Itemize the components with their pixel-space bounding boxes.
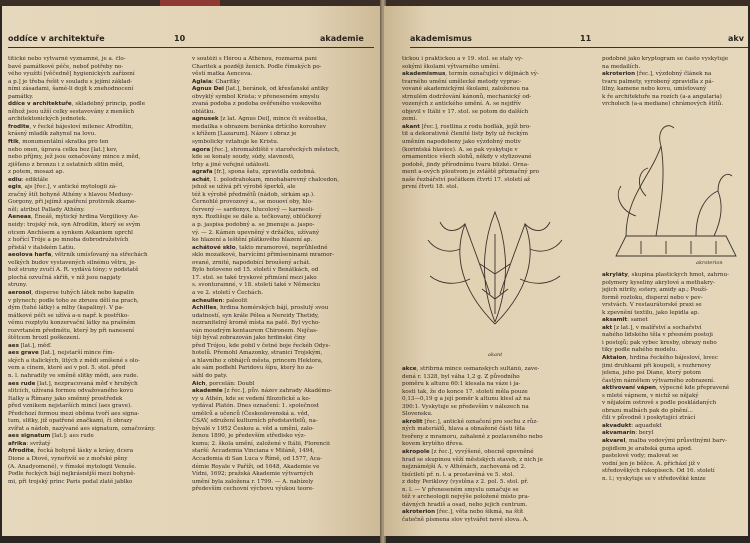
left-header-term-right: akademie (320, 34, 364, 43)
text-line: krásný mladík zahynul na lovu. (8, 131, 97, 138)
text-line: akryláty, skupina plastických hmot, zahrnu- (602, 272, 729, 278)
text-line: dávných hradiš a osad, nebo jejich centrum. (402, 501, 528, 508)
text-line: Accademia di San Luca v Římě, od 1577, Aca- (192, 455, 323, 462)
text-line: nebo onen, úprava celku bez [lat.] kev, (8, 146, 118, 153)
left-column-1 (8, 56, 184, 526)
entry-term: akroterion (602, 71, 636, 78)
left-header-rule (8, 47, 374, 48)
akant-caption: akant (488, 352, 503, 358)
text-line: hož struny zvučí A. R. vydává tóny; v podstatě (8, 267, 139, 274)
entry-term: agrafa (192, 169, 213, 176)
text-line: objevil v Itálii v 17. stol. se potom do dalších (402, 108, 529, 115)
text-line: démie Royale v Paříži, od 1648, Akademie ve (192, 463, 320, 470)
entry-term: acheulien (192, 297, 223, 304)
text-line: častým námětem výtvarného zobrazení. (602, 377, 715, 384)
entry-term: aktivovaní vápen (602, 385, 657, 392)
text-line: 0,13—0,19 g a její poměr k altunu klesl až na (402, 396, 531, 403)
text-line: v soutěži s Hérou a Athénou, rozmarná paní (192, 56, 317, 62)
text-line: n. l. nahradily ve směně slitky mědi, aes rude. (8, 372, 139, 379)
text-line: n. l. — V přeneseném smyslu označuje se (402, 486, 519, 493)
text-line: zračný štít bohyně Athény s hlavou Medusy- (8, 191, 134, 198)
text-line: vému rozptylu konzervační látky na prašném (8, 320, 136, 327)
text-line: pastelové vody; malovat se (602, 453, 679, 460)
text-line: Italky a Římany jako směnný prostředek (8, 395, 123, 402)
text-line: titické nebo výtvarně významné, je a. člo- (8, 56, 126, 62)
text-line: a p.] je třeba řešit v souladu s jejími základ- (8, 78, 133, 85)
text-line: bývalé v 1952 Českou a. věd a umění, zalo- (192, 425, 314, 432)
text-line: acheulien: paleolit (192, 297, 248, 304)
text-line: nezranitelný kromě místa na patě. Byl vycho- (192, 320, 321, 327)
akroterion-caption: akroterion (696, 260, 723, 266)
text-line: hrad se skupinou věží městských staveb, z nich je (402, 456, 543, 463)
text-line: sklo mozaikové, barvícími přimíseninami mramor- (192, 252, 335, 259)
text-line: především cechovní výchovu výukou teore- (192, 486, 315, 493)
entry-term: aes (8, 342, 19, 349)
text-line: červený — sardonyx, hlucolový — karneoli- (192, 206, 315, 213)
text-line: Vídni, 1692; pražská Akademie výtvarných (192, 471, 314, 478)
text-line: akant [řec.], rostlina z rodu bodlák, jejíž bro- (402, 123, 532, 130)
text-line: akropole [z řec.], vyvýšené, obecně opevněné (402, 449, 534, 456)
entry-term: ddíce v architektuře (8, 101, 72, 108)
text-line: Dione a Diové, vynořivší se z mořské pěny (8, 455, 128, 462)
text-line: uměním napodobeny jako výzdobný motiv (402, 139, 521, 146)
entry-term: ediu (8, 176, 22, 183)
text-line: afrika: svržatý (8, 440, 51, 447)
text-line: tickou i praktickou a v 19. stol. se staly vý- (402, 56, 524, 62)
text-line: starší: Accademia Vinciana v Miláně, 1494, (192, 448, 315, 455)
text-line: neidy: trojský rek, syn Afrodítin, který se svým (8, 222, 141, 229)
text-line: ddíce v architektuře, skladebný princip, podle (8, 101, 146, 108)
text-line: nyx. Rozlišuje se dále a. tečkovaný, oblúčkový (192, 214, 322, 221)
text-line: Agnus Dei [lat.], beránek, od křesťanské antiky (192, 86, 329, 93)
text-line: zemí. (402, 116, 418, 123)
text-line: ženou 1890, je především středisko výz- (192, 433, 306, 440)
text-line: obvyklý symbol Krista; v přeneseném smyslu (192, 93, 320, 100)
text-line: vované akademickými školami, založenou na (402, 86, 529, 93)
text-line: frodite, v řecké bájesloví milenec Afrodítin, (8, 123, 134, 130)
text-line: aksamit: samet (602, 317, 648, 324)
text-line: něhož jsou užší celky sestavovány z menších (8, 108, 135, 115)
text-line: aeolova harfa, větrník umísťovaný na střechách (8, 252, 148, 259)
text-line: ment a-ových ploutvom je zvláště přizmačný pro (402, 169, 540, 176)
text-line: zvířat a nádob, nazývané aes signatum, označovány. (8, 425, 156, 432)
text-line: aes signatum [lat.]: aes rude (8, 433, 94, 440)
entry-term: agora (192, 146, 211, 153)
text-line: vý. — 2. Kámen upevněný v držáčku, užívaný (192, 229, 319, 236)
text-line: pojidlem je arabská guma apod. (602, 445, 693, 452)
text-line: akroterion [řec.], věta nebo šikmá, na štít (402, 509, 524, 516)
text-line: achát, 1. polodrahokam, mnohabarevný chalcedon, (192, 176, 339, 183)
text-line: agrafa [fr.], spona šatu, zpravidla ozdobná. (192, 169, 316, 176)
text-line: vydával Platón. Dnes označení: 1. společnost (192, 403, 320, 410)
entry-term: akvadukt (602, 422, 632, 429)
text-line: ními zásadami, šamé-li dojít k znehodnocení (8, 86, 134, 93)
text-line: Charitek a později ženich. Podle římských po- (192, 63, 322, 70)
text-line: podobě, jindy přírodnímu tvaru blízké. Orna- (402, 161, 529, 168)
text-line: polymery kyseliny akrylové a methakry- (602, 279, 715, 286)
text-line: vrstvách. V restaurátorské praxi se (602, 302, 702, 309)
text-line: štětcem hrozil poškození. (8, 335, 81, 342)
left-column-2 (192, 56, 378, 526)
right-column-1-top (402, 56, 594, 196)
text-line: akvadukt: aquadukt (602, 422, 662, 429)
text-line: podobně jako kryptogram se často vyskytuje (602, 56, 729, 62)
text-line: medailka s obrazem beránka drtícího korouhev (192, 123, 326, 130)
text-line: tit a dekorativně členité listy byly už řeckým (402, 131, 529, 138)
text-line: památky. (8, 93, 34, 100)
text-line: akroterion [řec.], výzdobný článek na (602, 71, 712, 78)
text-line: symbolicky vztahuje ke Kristu. (192, 139, 279, 146)
text-line: čili v původně i poskytující ztrácí (602, 415, 696, 422)
entry-term: Aich (192, 380, 206, 387)
text-line: trhy a jiné veřejné události. (192, 161, 271, 168)
text-line: 390:1. Vyskytuje se především v nálezech na (402, 403, 529, 410)
right-page (384, 6, 748, 536)
text-line: udatností, syn krále Pélea a Nereidy Thetidy, (192, 312, 319, 319)
text-line: ke hlazení a leštění plátkového hlazení ap. (192, 237, 313, 244)
entry-term: akademismus (402, 71, 446, 78)
text-line: poměru k altunu 60:1 klesala na váze i ja- (402, 381, 521, 388)
text-line: před Trójou, kde pobil v četné boje řeckéh Odys- (192, 342, 331, 349)
text-line: Bylo hotoveno od 15. století v Benátkách, od (192, 267, 319, 274)
text-line: vozených z antického umění. A. se nejdřív (402, 101, 521, 108)
text-line: akt [z lat.], v malířství a sochařství (602, 324, 702, 331)
text-line: kosti tak, že do konce 17. století měla pouze (402, 388, 528, 395)
text-line: Aktaion, hrdina řeckého bájesloví, lovec (602, 355, 718, 362)
text-line: ských a italických, litých z mědi smíšené s olo- (8, 357, 140, 364)
text-line: formě roztoku, disperzí nebo v pev- (602, 294, 703, 301)
entry-term: aes rude (8, 380, 36, 387)
text-line: akvarel, malba vodovými průsvitnými barv- (602, 438, 727, 445)
text-line: sáhl do paty. (192, 372, 228, 379)
text-line: jimi druhkami při koupeli, s rozhrnovy (602, 362, 711, 369)
right-column-2-top (602, 56, 748, 116)
text-line: vy u Athén, kde se vedení filozofické a ko- (192, 395, 311, 402)
text-line: ných materiálů, hlava a obnažené části těla (402, 426, 526, 433)
text-line: slitcích, užívaná formou odvažovaného kovu (8, 388, 134, 395)
entry-term: akvamarín (602, 430, 636, 437)
text-line: struny. (8, 282, 28, 289)
entry-term: akropole (402, 449, 430, 456)
text-line: akvamarín: beryl (602, 430, 654, 437)
text-line: aes rude [lat.], nezpracovaná měď v hrubých (8, 380, 138, 387)
text-line: ČSAV, sdružení kulturních představitelů, na- (192, 418, 318, 425)
text-line: Černohlé provozový a., se mouoví oby, hlo- (192, 199, 313, 206)
text-line: k ře architektuře na rozích (a-a angularia) (602, 93, 722, 100)
text-line: bavé památkové péče, neboť potřeby no- (8, 63, 124, 70)
entry-term: Agnus Dei (192, 86, 224, 93)
text-line: též k výrobě předmětů (nádob, sirkám ap.). (192, 191, 315, 198)
entry-term: ftik (8, 139, 19, 146)
text-line: dená r. 1328, byl váha 1,2 g. Z původního (402, 373, 520, 380)
akroterion-illustration (606, 116, 748, 266)
entry-term: aes grave (8, 350, 39, 357)
entry-term: akvarel (602, 438, 626, 445)
text-line: z potem, mosazi ap. (8, 169, 65, 176)
text-line: nahého lidského těla v přesném postoji (602, 332, 713, 339)
entry-term: Afrodíte (8, 448, 34, 455)
text-line: na medailích. (602, 63, 641, 70)
right-page-number: 11 (580, 34, 592, 43)
text-line: a hlavního z obhájců města, princem Hektora, (192, 357, 323, 364)
text-line: Achilles, hrdina homérských bájí, proslulý svou (192, 305, 329, 312)
text-line: obrazu malbách pak do plnění... (602, 407, 693, 414)
text-line: s. svonturainné, v 18. století také v Německu (192, 282, 321, 289)
text-line: 17. stol. se také tryskové přimísní mezi jako (192, 274, 317, 281)
text-line: Podle řeckých bájí nejkrásnější mezi bohyně- (8, 471, 136, 478)
text-line: ované, zrnité, napodobící broušený achát. (192, 259, 311, 266)
text-line: tvaru palmety, vyrobený zpravidla z pá- (602, 78, 714, 85)
text-line: z hořící Tróje a po mnoha dobrodružstvích (8, 237, 129, 244)
text-line: akce, stříbrná mince osmanských sultánů, zave- (402, 366, 540, 372)
entry-term: aes signatum (8, 433, 51, 440)
text-line: tiky podle nahého modelu. (602, 347, 678, 354)
text-line: akrolit [řec.], antické označení pro sochu z růz- (402, 418, 539, 425)
text-line: ediu: ediktále (8, 176, 49, 183)
entry-term: frodite (8, 123, 30, 130)
text-line: tisíciletí př. n. l. a prostavěná ve 5. stol. (402, 471, 515, 478)
text-line: strnulém dodržování kánonů, mechanický od- (402, 93, 532, 100)
text-line: nejznámější A. v Athénách, zachovaná od 2. (402, 464, 526, 471)
text-line: Gorgony, při jejímž spatření protivník zkame- (8, 199, 137, 206)
akant-illustration (410, 204, 580, 334)
entry-term: Achilles (192, 305, 217, 312)
text-line: mi, při trojský princ Paris podal zlaté jablko (8, 478, 133, 485)
text-line: též v archeologii nejvýše položené místo pra- (402, 494, 530, 501)
text-line: egis, ajs [řec.], v antické mytologii zá- (8, 184, 118, 191)
text-line: aerosol, disperse tuhých látek nebo kapalin (8, 289, 135, 296)
text-line: ale sám podlehl Paridovu šípu, který ho za- (192, 365, 314, 372)
text-line: agora [řec.], shromaždiště v starořeckých městech, (192, 146, 340, 153)
text-line: Aich, porcelán: Doubl (192, 380, 255, 387)
text-line: k zpevnění textilu, jako lepidla ap. (602, 309, 700, 316)
right-page-header (384, 32, 748, 46)
right-header-term-right: akv (728, 34, 744, 43)
text-line: čatečně písmena slov vytvářet nové slova. A. (402, 516, 529, 523)
right-header-term: akademismus (410, 34, 472, 43)
text-line: achátové sklo, takto mramorové, neprůhledné (192, 244, 328, 251)
text-line: ornamentice všech slohů, někdy v stylizované (402, 154, 532, 161)
text-line: v plynech; podle toho ze zbrusu dělí na prach, (8, 297, 139, 304)
text-line: kovem krytého dřeva. (402, 441, 464, 448)
entry-term: egis (8, 184, 22, 191)
entry-term: aerosol (8, 289, 32, 296)
left-page (2, 6, 382, 536)
entry-term: akademie (192, 388, 223, 395)
entry-term: akroterion (402, 509, 436, 516)
entry-term: Aktaion (602, 355, 627, 362)
entry-term: akant (402, 123, 420, 130)
text-line: kumu; 2. škola umění, založené v Itálii, Florencii (192, 440, 330, 447)
entry-term: achátové sklo (192, 244, 236, 251)
text-line: agnusek [z lat. Agnus Dei], mince či svátostka, (192, 116, 328, 123)
text-line: n. l.; vyskytuje se v středověké knize (602, 475, 706, 482)
text-line: středověkých rukopisech. Od 16. století (602, 468, 715, 475)
text-line: akademie [z řec.], pův. název zahrady Akadémo- (192, 388, 332, 395)
text-line: s mleté vápnem, v nichž se nějaký (602, 392, 699, 399)
text-line: hotelů. Přemohl Amazonky, stranicí Trojským, (192, 350, 323, 357)
text-line: Slovensku. (402, 411, 433, 418)
text-line: oblátku. (192, 108, 216, 115)
text-line: (korintská hlavice). A. se pak vyskytuje v (402, 146, 518, 153)
text-line: Aglaia: Charitky (192, 78, 240, 85)
text-line: dým (tuhé látky) a mlhy (kapaliny). V pa- (8, 305, 124, 312)
text-line: vého využití [věčedně] hygienických zařízení (8, 71, 135, 78)
entry-term: aeolova harfa (8, 252, 52, 259)
left-page-number: 10 (174, 34, 186, 43)
entry-term: achát (192, 176, 210, 183)
text-line: Předchozí formou mezi oběma tvoří aes signa- (8, 410, 140, 417)
left-page-header (2, 32, 382, 46)
text-line: (A. Anadyomené), v římské mytologii Venuše. (8, 463, 137, 470)
text-line: naše řezbářství počátkem čtvrtí 17. století až (402, 176, 531, 183)
text-line: plochá ozvučná skříň, v níž jsou napjaty (8, 274, 121, 281)
entry-term: akt (602, 324, 613, 331)
text-line: z doby Periklovy (vystěna z 2. pol. 5. stol. př. (402, 479, 529, 486)
text-line: velkých budov vystavených silnému větru, je- (8, 259, 137, 266)
entry-term: akryláty (602, 272, 628, 278)
text-line: umění byla založena r. 1799. — A. nabízely (192, 478, 314, 485)
text-line: ftik, monumentální skratka pro ten (8, 139, 109, 146)
text-line: aktivovaní vápen, výpecné kde přepravené (602, 385, 730, 392)
entry-term: Aglaia (192, 78, 212, 85)
text-line: a p. jaspisa podobný a. se jmenuje a. jaspo- (192, 222, 315, 229)
entry-term: aksamit (602, 317, 628, 324)
text-line: přistál v italském Latiu. (8, 244, 76, 251)
text-line: ván moudrým kentaurem Chironem. Nejčas- (192, 327, 318, 334)
text-line: tvořeny z mramoru, zahalené z pozlaceného nebo (402, 433, 543, 440)
text-line: jelena, jeho psí Diane, který potom (602, 370, 701, 377)
text-line: těji býval zobrazován jako hrdinské činy (192, 335, 306, 342)
text-line: Aeneas, Éneáš, mýtický hrdina Vergiliovy Ae- (8, 214, 139, 221)
text-line: zvaná podoba z podoba ověřeného voskového (192, 101, 322, 108)
text-line: umělců a učenců (Československá a. věd, (192, 410, 310, 417)
text-line: něl; atribut Pallady Athény. (8, 206, 85, 213)
text-line: v nějakém ostrově s podle poskládaných (602, 400, 717, 407)
text-line: nebo příjmy, jež jsou označovány mince z měd, (8, 154, 141, 161)
right-header-rule (410, 47, 748, 48)
text-line: rozvrtaném předmětu, který by při nanesení (8, 327, 134, 334)
text-line: architektonických jednotek. (8, 116, 88, 123)
text-line: lilny, kamene nebo kovu, umísťovaný (602, 86, 707, 93)
right-column-1-bottom (402, 366, 594, 531)
text-line: kde se konaly soudy, súdy, slavnosti, (192, 154, 295, 161)
text-line: první čtvrti 18. stol. (402, 184, 459, 191)
right-column-2-bottom (602, 272, 748, 532)
text-line: Afrodíte, řecká bohyně lásky a krásy, dcera (8, 448, 134, 455)
text-line: sokými školami výtvarného umění. (402, 63, 501, 70)
entry-term: akrolit (402, 418, 423, 425)
entry-term: akce (402, 366, 417, 372)
text-line: otcem Anchísem a synkem Askaniem uprchl (8, 229, 133, 236)
text-line: jejich nitrily, estery, amidy ap.; Použí- (602, 287, 708, 294)
entry-term: afrika (8, 440, 27, 447)
text-line: jehož se užívá při výrobě šperků, ale (192, 184, 296, 191)
text-line: i postojů; pak vybec kresby, obrazy nebo (602, 339, 717, 346)
entry-term: agnusek (192, 116, 219, 123)
left-header-term: oddíce v architektuře (8, 34, 105, 43)
text-line: před vznikem nejstarších mincí (aes grave). (8, 403, 133, 410)
entry-term: Aeneas (8, 214, 32, 221)
text-line: a ve 2. století v Čechách. (192, 289, 263, 296)
text-line: tvarného umění umělecké metody vyprac- (402, 78, 522, 85)
text-line: s křížem [Lazarum]. Název i obraz je (192, 131, 297, 138)
text-line: vem a cínem, které asi v pol. 5. stol. před (8, 365, 126, 372)
text-line: aes [lat.], měď. (8, 342, 52, 349)
text-line: zjišťeno z bronzu i z ostatních slitin měd, (8, 161, 125, 168)
text-line: mátkové péči se užívá a-u např. k postřiko- (8, 312, 130, 319)
text-line: věstí matka Aenceva. (192, 71, 253, 78)
text-line: aes grave [lat.], nejstarší mince řím- (8, 350, 115, 357)
text-line: akademismus, termín označující v dějinách vý- (402, 71, 539, 78)
text-line: vrcholech (a-a mediane) chrámových štítů. (602, 101, 724, 108)
text-line: vodní jen je běžce. A. přichází již v (602, 460, 700, 467)
text-line: tum, slitky, již opatřené značkami, či obrazy (8, 418, 133, 425)
